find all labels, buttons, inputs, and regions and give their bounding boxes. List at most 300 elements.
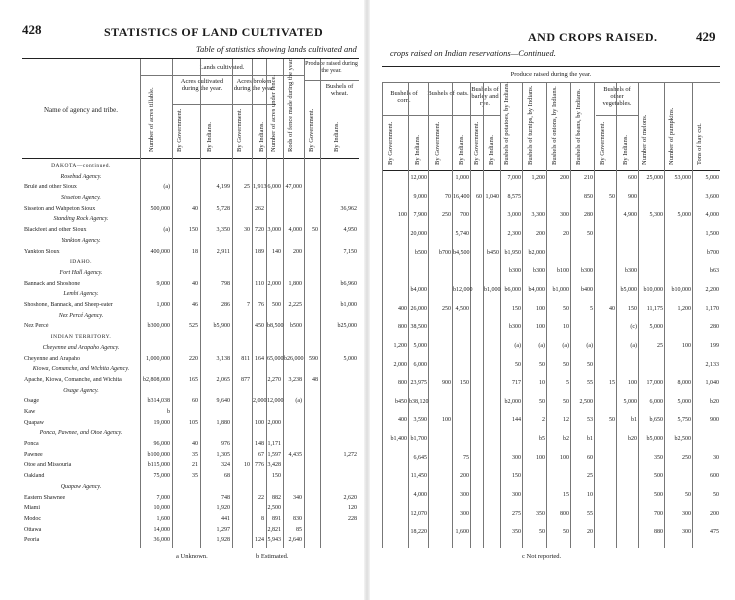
table-cell: 4,900	[623, 212, 637, 219]
potatoes-header: Bushels of potatoes, by Indians.	[503, 81, 510, 165]
table-cell: 1,200	[393, 342, 407, 349]
table-cell: 340	[293, 494, 302, 501]
table-cell: 1,597	[267, 451, 281, 458]
table-cell: 11,450	[410, 473, 427, 480]
table-cell: 5,000	[705, 175, 719, 181]
table-cell: 2,500	[579, 398, 593, 405]
table-cell: (a)	[295, 398, 302, 405]
table-cell: 165	[189, 376, 198, 383]
table-cell: 350	[512, 529, 521, 536]
row-name: Yankton Sioux	[24, 248, 60, 255]
table-cell: 1,600	[455, 529, 469, 536]
corn-by-ind-header: By Indians.	[414, 135, 421, 165]
table-cell: 2	[542, 417, 545, 424]
table-cell: 1,500	[705, 230, 719, 237]
table-cell: 53	[587, 417, 593, 424]
table-cell: 275	[512, 510, 521, 517]
agency-heading: Nez Percé Agency.	[58, 312, 104, 319]
table-cell: 200	[710, 510, 719, 517]
table-cell: 38,500	[410, 324, 427, 331]
table-cell: (a)	[562, 342, 569, 349]
table-cell: 1,913	[253, 184, 267, 191]
wheat-header: Bushels of wheat.	[325, 83, 354, 97]
table-cell: 5,750	[677, 417, 691, 424]
table-cell: 200	[560, 175, 569, 181]
agency-heading: Ponca, Pawnee, and Otoe Agency.	[39, 430, 123, 437]
table-cell: 3,590	[413, 417, 427, 424]
table-cell: 150	[460, 380, 469, 387]
table-cell: 16,400	[453, 193, 470, 200]
column-rule	[470, 83, 471, 548]
table-cell: 882	[272, 494, 281, 501]
territory-heading: IDAHO.	[69, 259, 93, 266]
table-cell: b300,000	[147, 323, 170, 330]
table-cell: 30	[713, 454, 719, 461]
table-cell: 300	[460, 510, 469, 517]
table-cell: 600	[628, 175, 637, 181]
table-cell: 10	[244, 462, 250, 469]
table-cell: 50	[609, 417, 615, 424]
table-cell: 26,000	[410, 305, 427, 312]
running-head: AND CROPS RAISED.	[528, 30, 658, 44]
table-cell: 500,000	[150, 205, 170, 212]
row-name: Shoshone, Bannack, and Sheep-eater	[24, 302, 113, 309]
table-cell: 262	[255, 205, 264, 212]
table-cell: 5	[590, 305, 593, 312]
table-cell: 800	[560, 510, 569, 517]
table-cell: 150	[628, 305, 637, 312]
table-cell: b26,000	[284, 355, 304, 362]
table-cell: 20	[563, 230, 569, 237]
table-caption: crops raised on Indian reservations—Continued.	[390, 48, 556, 58]
table-cell: b5,000	[620, 286, 637, 293]
table-cell: 2,640	[288, 537, 302, 544]
table-cell: 75	[463, 454, 469, 461]
table-cell: 36,000	[153, 537, 170, 544]
table-cell: b10,000	[643, 286, 663, 293]
column-rule	[304, 59, 305, 548]
table-cell: b300	[625, 268, 637, 275]
row-name: Eastern Shawnee	[24, 494, 66, 501]
table-cell: 250	[442, 212, 451, 219]
header-rule	[382, 82, 720, 83]
footnote-estimated: b Estimated.	[256, 553, 289, 560]
table-cell: 280	[584, 212, 593, 219]
table-cell: 880	[654, 529, 663, 536]
table-cell: 85	[296, 526, 302, 533]
table-cell: 7,000	[156, 494, 170, 501]
table-cell: b300	[533, 268, 545, 275]
row-name: Blackfeet and other Sioux	[24, 227, 87, 234]
table-cell: 1,000	[156, 302, 170, 309]
corn-by-gov-header: By Government.	[387, 121, 394, 165]
produce-raised-header: Produce raised during the year.	[305, 61, 358, 74]
table-cell: 48	[312, 376, 318, 383]
table-cell: 50	[563, 529, 569, 536]
agency-heading: Kiowa, Comanche, and Wichita Agency.	[32, 366, 130, 373]
table-cell: 2,821	[267, 526, 281, 533]
table-cell: 12,000	[410, 175, 427, 181]
table-cell: 300	[460, 492, 469, 499]
table-cell: 25	[657, 342, 663, 349]
table-cell: 124	[255, 537, 264, 544]
table-cell: 200	[460, 473, 469, 480]
agency-heading: Osage Agency.	[63, 387, 99, 394]
table-cell: 50	[539, 398, 545, 405]
table-cell: b4,000	[528, 286, 545, 293]
row-name: Ottawa	[24, 526, 42, 533]
row-name: Ponca	[24, 441, 39, 448]
table-cell: 5,000	[343, 355, 357, 362]
table-cell: b314,038	[147, 398, 170, 405]
acres-broken-by-gov-header: By Government.	[236, 108, 243, 152]
agency-heading: Fort Hall Agency.	[59, 269, 103, 276]
table-cell: b1,000	[340, 302, 357, 309]
right-page	[370, 0, 735, 600]
table-cell: 100	[398, 212, 407, 219]
row-name: Oakland	[24, 473, 45, 480]
table-cell: 2,000	[267, 419, 281, 426]
header-rule	[304, 80, 359, 81]
table-cell: 144	[512, 417, 521, 424]
table-top-rule	[382, 66, 720, 67]
table-cell: 300	[512, 454, 521, 461]
table-cell: 50	[515, 361, 521, 368]
table-cell: 30	[244, 227, 250, 234]
table-cell: 40	[192, 280, 198, 287]
table-cell: 50	[563, 398, 569, 405]
table-cell: 5,740	[455, 230, 469, 237]
table-cell: 100	[442, 417, 451, 424]
table-cell: 100	[536, 305, 545, 312]
row-name: Peoria	[24, 537, 40, 544]
acres-cultivated-by-gov-header: By Government.	[176, 108, 183, 152]
produce-raised-header: Produce raised during the year.	[510, 71, 592, 78]
table-cell: 717	[512, 380, 521, 387]
acres-broken-header: Acres broken during the year.	[233, 78, 275, 92]
table-cell: b5,900	[213, 323, 230, 330]
table-cell: 976	[221, 441, 230, 448]
table-cell: 400	[398, 417, 407, 424]
table-cell: b100	[557, 268, 569, 275]
table-cell: 1,171	[267, 441, 281, 448]
table-cell: 60	[476, 193, 482, 200]
acres-under-fence-header: Number of acres under fence.	[270, 74, 277, 152]
table-cell: 5,300	[649, 212, 663, 219]
other-veg-by-gov-header: By Government.	[599, 121, 606, 165]
table-cell: b115,000	[147, 462, 170, 469]
table-cell: 100	[536, 324, 545, 331]
table-cell: 21	[192, 462, 198, 469]
table-cell: 798	[221, 280, 230, 287]
table-cell: 100	[628, 380, 637, 387]
column-rule	[616, 83, 617, 548]
column-rule	[522, 83, 523, 548]
table-cell: 2,000	[253, 398, 267, 405]
running-head: STATISTICS OF LAND CULTIVATED	[104, 25, 324, 39]
agency-heading: Cheyenne and Arapaho Agency.	[42, 344, 120, 351]
row-name: Cheyenne and Arapaho	[24, 355, 80, 362]
table-cell: 3,238	[288, 376, 302, 383]
table-cell: b300	[581, 268, 593, 275]
table-cell: 9,640	[216, 398, 230, 405]
table-cell: 9,000	[413, 193, 427, 200]
table-cell: 200	[536, 230, 545, 237]
table-cell: 5,000	[623, 398, 637, 405]
table-cell: b300	[509, 324, 521, 331]
row-name: Modoc	[24, 515, 41, 522]
table-cell: 6,000	[413, 361, 427, 368]
table-cell: b300	[509, 268, 521, 275]
page-number: 428	[22, 22, 42, 37]
table-cell: 5,000	[649, 324, 663, 331]
table-cell: b450	[395, 398, 407, 405]
table-cell: (a)	[538, 342, 545, 349]
table-cell: 2,270	[267, 376, 281, 383]
table-cell: 7,150	[343, 248, 357, 255]
table-cell: b5	[539, 436, 545, 443]
row-name: Kaw	[24, 408, 36, 415]
left-page	[0, 0, 364, 600]
table-cell: 14,000	[153, 526, 170, 533]
table-cell: 20	[587, 529, 593, 536]
oats-header: Bushels of oats.	[427, 90, 469, 97]
header-rule	[596, 115, 638, 116]
table-cell: 7,900	[413, 212, 427, 219]
table-cell: 900	[442, 380, 451, 387]
table-cell: 2,225	[288, 302, 302, 309]
table-cell: 55	[587, 380, 593, 387]
table-cell: 210	[584, 175, 593, 181]
table-cell: b5,000	[646, 436, 663, 443]
row-name: Nez Percé	[24, 323, 49, 330]
table-cell: 60	[587, 454, 593, 461]
table-cell: 3,138	[216, 355, 230, 362]
table-cell: 35	[192, 473, 198, 480]
table-cell: 877	[241, 376, 250, 383]
table-cell: 19,000	[153, 419, 170, 426]
agency-heading: Lemhi Agency.	[63, 291, 99, 298]
table-cell: 280	[710, 324, 719, 331]
table-cell: 50	[587, 230, 593, 237]
table-cell: 50	[539, 529, 545, 536]
table-cell: b1,000	[484, 286, 501, 293]
table-cell: 1,000,000	[146, 355, 170, 362]
table-cell: 76	[258, 302, 264, 309]
table-cell: 1,040	[485, 193, 499, 200]
table-cell: 2,065	[216, 376, 230, 383]
table-cell: 1,272	[343, 451, 357, 458]
corn-header: Bushels of corn.	[390, 90, 418, 104]
table-cell: 65,000	[267, 355, 284, 362]
barley-by-ind-header: By Indians.	[488, 135, 495, 165]
table-cell: 1,000	[455, 175, 469, 181]
table-cell: 300	[512, 492, 521, 499]
table-cell: 220	[189, 355, 198, 362]
table-cell: (a)	[163, 184, 170, 191]
table-cell: 50	[539, 361, 545, 368]
table-cell: b700	[707, 249, 719, 256]
territory-heading: DAKOTA—continued.	[51, 163, 111, 169]
table-cell: b4,500	[453, 249, 470, 256]
table-cell: 3,300	[531, 212, 545, 219]
table-cell: b400	[581, 286, 593, 293]
table-cell: b4,000	[410, 286, 427, 293]
table-cell: 12,070	[410, 510, 427, 517]
table-cell: 1,200	[531, 175, 545, 181]
agency-heading: Quapaw Agency.	[60, 483, 102, 490]
table-cell: 4,950	[343, 227, 357, 234]
table-cell: 17,000	[646, 380, 663, 387]
beans-header: Bushels of beans, by Indians.	[575, 88, 582, 165]
table-cell: 12,000	[267, 398, 284, 405]
table-cell: 4,000	[413, 492, 427, 499]
table-cell: 150	[189, 227, 198, 234]
table-cell: b	[167, 408, 170, 415]
table-cell: 100	[255, 419, 264, 426]
table-cell: 286	[221, 302, 230, 309]
table-cell: 600	[710, 473, 719, 480]
agency-heading: Sisseton Agency.	[61, 195, 101, 202]
column-rule	[546, 83, 547, 548]
oats-by-ind-header: By Indians.	[458, 135, 465, 165]
table-cell: 300	[682, 529, 691, 536]
table-cell: 50	[685, 492, 691, 499]
table-cell: b10,000	[671, 286, 691, 293]
table-cell: 590	[309, 355, 318, 362]
column-rule	[382, 83, 383, 548]
column-rule	[594, 83, 595, 548]
table-cell: b2,808,000	[143, 376, 170, 383]
table-cell: 500	[654, 492, 663, 499]
table-cell: 18,220	[410, 529, 427, 536]
table-cell: 50	[587, 361, 593, 368]
table-cell: 500	[272, 302, 281, 309]
table-cell: 850	[584, 193, 593, 200]
table-caption: Table of statistics showing lands cultivated and	[196, 44, 357, 54]
table-cell: 1,297	[216, 526, 230, 533]
barley-header: Bushels of barley and rye.	[471, 86, 499, 107]
acres-cultivated-header: Acres cultivated during the year.	[180, 78, 224, 92]
table-cell: 3,000	[267, 227, 281, 234]
melons-header: Number of melons.	[641, 114, 648, 165]
table-cell: 10	[563, 324, 569, 331]
table-cell: 36,962	[340, 205, 357, 212]
table-cell: 12	[563, 417, 569, 424]
table-cell: 891	[272, 515, 281, 522]
table-cell: 199	[710, 342, 719, 349]
table-cell: 4,435	[288, 451, 302, 458]
table-cell: 150	[272, 473, 281, 480]
table-cell: 6,000	[267, 184, 281, 191]
table-cell: 9,000	[156, 280, 170, 287]
table-cell: (a)	[630, 342, 637, 349]
pumpkins-header: Number of pumpkins.	[668, 107, 675, 165]
column-rule	[428, 83, 429, 548]
table-cell: 5,000	[677, 398, 691, 405]
table-cell: 110	[255, 280, 264, 287]
table-cell: b1,700	[410, 436, 427, 443]
table-cell: 10	[587, 492, 593, 499]
table-cell: b63	[710, 268, 719, 275]
table-cell: 50	[609, 193, 615, 200]
table-cell: 700	[460, 212, 469, 219]
table-cell: b2,000	[504, 398, 521, 405]
table-cell: 40	[609, 305, 615, 312]
table-cell: 4,000	[288, 227, 302, 234]
onions-header: Bushels of onions, by Indians.	[551, 86, 558, 165]
table-cell: 67	[258, 451, 264, 458]
table-cell: b700	[439, 249, 451, 256]
table-cell: 4,000	[705, 212, 719, 219]
oats-by-gov-header: By Government.	[434, 121, 441, 165]
table-cell: 2,500	[267, 505, 281, 512]
footnote-not-reported: c Not reported.	[522, 553, 562, 560]
table-cell: 1,920	[216, 505, 230, 512]
table-cell: 100	[536, 454, 545, 461]
table-cell: 5,000	[413, 342, 427, 349]
table-cell: 800	[398, 380, 407, 387]
table-cell: 68	[224, 473, 230, 480]
agency-heading: Standing Rock Agency.	[53, 216, 109, 223]
table-cell: 46	[192, 302, 198, 309]
table-cell: b38,120	[409, 398, 429, 405]
column-rule	[483, 83, 484, 548]
table-cell: 441	[221, 515, 230, 522]
table-cell: 10,000	[153, 505, 170, 512]
table-cell: 40	[192, 205, 198, 212]
table-cell: 2,911	[216, 248, 230, 255]
table-cell: 150	[512, 305, 521, 312]
table-cell: 15	[563, 492, 569, 499]
table-cell: 1,600	[156, 515, 170, 522]
table-cell: 23,975	[410, 380, 427, 387]
table-cell: 400	[398, 305, 407, 312]
table-cell: 1,170	[705, 305, 719, 312]
table-cell: 3,428	[267, 462, 281, 469]
table-cell: 2,000	[267, 280, 281, 287]
table-cell: 250	[442, 305, 451, 312]
table-cell: 7	[247, 302, 250, 309]
table-cell: (a)	[586, 342, 593, 349]
table-cell: 300	[560, 212, 569, 219]
table-cell: 70	[445, 193, 451, 200]
table-cell: 475	[710, 529, 719, 536]
hay-header: Tons of hay cut.	[696, 123, 703, 165]
table-cell: 60	[192, 398, 198, 405]
table-cell: 40	[192, 441, 198, 448]
table-cell: 148	[255, 441, 264, 448]
table-cell: 25	[587, 473, 593, 480]
table-cell: 5,943	[267, 537, 281, 544]
table-cell: 25,000	[646, 175, 663, 181]
table-cell: b1,400	[390, 436, 407, 443]
table-cell: 22	[258, 494, 264, 501]
table-cell: 748	[221, 494, 230, 501]
table-cell: 830	[293, 515, 302, 522]
table-cell: 500	[654, 473, 663, 480]
table-cell: 811	[241, 355, 250, 362]
table-cell: 55	[587, 510, 593, 517]
table-cell: 776	[255, 462, 264, 469]
wheat-by-ind-header: By Indians.	[333, 122, 340, 152]
table-cell: 3,600	[705, 193, 719, 200]
header-rule	[172, 104, 276, 105]
table-cell: 1,040	[705, 380, 719, 387]
table-cell: 525	[189, 323, 198, 330]
table-cell: 6,645	[413, 454, 427, 461]
acres-tillable-header: Number of acres tillable.	[148, 87, 155, 152]
